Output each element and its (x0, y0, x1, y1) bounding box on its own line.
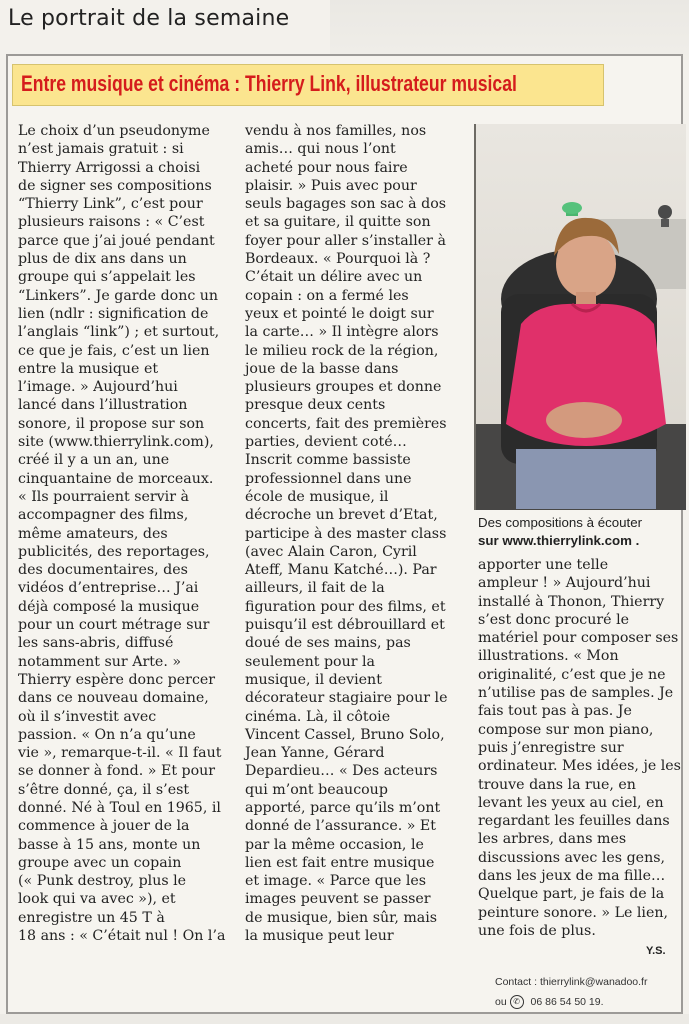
article-line: site (www.thierrylink.com), (18, 434, 214, 451)
article-line: donné. Né à Toul en 1965, il (18, 799, 221, 816)
article-line: Depardieu… « Des acteurs (245, 763, 438, 780)
article-line: compose sur mon piano, (478, 721, 654, 738)
caption-line-2: sur www.thierrylink.com . (478, 533, 640, 548)
article-line: le milieu rock de la région, (245, 342, 439, 359)
article-line: groupe avec un copain (18, 854, 182, 871)
article-line: cinquantaine de morceaux. (18, 470, 214, 487)
article-column-1 (18, 122, 225, 945)
article-line: décroche un brevet d’Etat, (245, 507, 438, 524)
article-line: Bordeaux. « Pourquoi là ? (245, 251, 431, 268)
article-line: seulement pour la (245, 653, 375, 670)
article-line: lien (ndlr : signification de (18, 305, 209, 322)
article-line: professionnel dans une (245, 470, 412, 487)
article-line: Jean Yanne, Gérard (245, 745, 385, 762)
article-line: seuls bagages son sac à dos (245, 196, 447, 213)
article-line: figuration pour des films, et (245, 598, 446, 615)
article-line: regardant les feuilles dans (478, 813, 670, 830)
article-line: passion. « On n’a qu’une (18, 726, 196, 743)
article-line: joue de la basse dans (245, 360, 399, 377)
article-line: de musique, bien sûr, mais (245, 909, 438, 926)
photo-caption (478, 514, 642, 550)
article-line: pour un court métrage sur (18, 617, 210, 634)
article-line: cinéma. Là, il côtoie (245, 708, 391, 725)
article-line: créé il y a un an, une (18, 452, 170, 469)
article-line: ampleur ! » Aujourd’hui (478, 575, 651, 592)
article-line: sonore, il propose sur son (18, 415, 205, 432)
headline-banner (12, 64, 604, 106)
article-line: entre la musique et (18, 360, 159, 377)
article-line: basse à 15 ans, monte un (18, 836, 201, 853)
phone-icon: ✆ (510, 995, 524, 1009)
section-title: Le portrait de la semaine (8, 6, 290, 31)
article-line: la musique peut leur (245, 928, 394, 945)
article-line: ce que je fais, c’est un lien (18, 342, 210, 359)
article-line: Ateff, Manu Katché…). Par (245, 562, 437, 579)
article-line: n’est jamais gratuit : si (18, 141, 184, 158)
article-line: les sans-abris, diffusé (18, 635, 174, 652)
article-line: “Thierry Link”, c’est pour (18, 196, 203, 213)
article-line: une fois de plus. (478, 922, 596, 939)
article-line: donné de l’assurance. » Et (245, 818, 436, 835)
article-line: lien est fait entre musique (245, 854, 435, 871)
adjacent-page-bleed (330, 0, 689, 60)
author-initials: Y.S. (646, 945, 666, 957)
article-line: « Ils pourraient servir à (18, 488, 189, 505)
article-line: installé à Thonon, Thierry (478, 593, 665, 610)
article-line: même amateurs, des (18, 525, 168, 542)
article-line: trouve dans la rue, en (478, 776, 636, 793)
article-line: Le choix d’un pseudonyme (18, 123, 210, 139)
article-line: copain : on a fermé les (245, 287, 409, 304)
article-line: et sa guitare, il quitte son (245, 214, 431, 231)
article-line: puis j’enregistre sur (478, 739, 624, 756)
article-headline: Entre musique et cinéma : Thierry Link, illustrateur musical (21, 71, 517, 96)
article-line: Thierry espère donc percer (18, 671, 216, 688)
article-line: originalité, c’est que je ne (478, 666, 666, 683)
article-line: illustrations. « Mon (478, 648, 619, 665)
article-line: musique, il devient (245, 671, 382, 688)
article-line: fais tout pas à pas. Je (478, 703, 632, 720)
article-line: vie », remarque-t-il. « Il faut (18, 745, 222, 762)
article-line: C’était un délire avec un (245, 269, 423, 286)
article-line: Inscrit comme bassiste (245, 452, 411, 469)
article-line: Vincent Cassel, Bruno Solo, (245, 726, 445, 743)
article-line: plus de dix ans dans un (18, 251, 187, 268)
article-line: l’anglais “link”) ; et surtout, (18, 324, 220, 341)
caption-line-1: Des compositions à écouter (478, 515, 643, 530)
article-line: plusieurs groupes et donne (245, 379, 442, 396)
article-line: peinture sonore. » Le lien, (478, 904, 669, 921)
article-line: yeux et pointé le doigt sur (245, 305, 434, 322)
article-line: (avec Alain Caron, Cyril (245, 543, 417, 560)
article-line: la carte… » Il intègre alors (245, 324, 439, 341)
contact-email-line: Contact : thierrylink@wanadoo.fr (495, 976, 648, 988)
article-line: accompagner des films, (18, 507, 189, 524)
article-line: (« Punk destroy, plus le (18, 873, 187, 890)
article-line: Thierry Arrigossi a choisi (18, 159, 201, 176)
article-line: notamment sur Arte. » (18, 653, 182, 670)
article-line: l’image. » Aujourd’hui (18, 379, 178, 396)
article-line: levant les yeux au ciel, en (478, 794, 664, 811)
article-line: discussions avec les gens, (478, 849, 666, 866)
article-line: et image. « Parce que les (245, 873, 427, 890)
article-line: ailleurs, il fait de la (245, 580, 385, 597)
article-line: dans les jeux de ma fille… (478, 868, 666, 885)
article-line: Quelque part, je fais de la (478, 886, 665, 903)
article-line: “Linkers”. Je garde donc un (18, 287, 219, 304)
article-line: s’est donc procuré le (478, 611, 630, 628)
article-line: lancé dans l’illustration (18, 397, 188, 414)
article-line: 18 ans : « C’était nul ! On l’a (18, 928, 226, 945)
portrait-illustration (476, 124, 686, 510)
article-column-3 (478, 556, 681, 940)
article-line: parties, devient coté… (245, 434, 407, 451)
article-line: où il s’investit avec (18, 708, 157, 725)
article-column-2 (245, 122, 447, 945)
article-line: acheté pour nous faire (245, 159, 408, 176)
article-line: les arbres, dans mes (478, 831, 627, 848)
contact-phone: 06 86 54 50 19. (530, 996, 604, 1008)
article-line: puisqu’il est débrouillard et (245, 617, 445, 634)
article-line: apporter une telle (478, 557, 609, 573)
article-line: foyer pour aller s’installer à (245, 232, 446, 249)
article-line: participe à des master class (245, 525, 447, 542)
article-line: de signer ses compositions (18, 177, 212, 194)
article-line: plaisir. » Puis avec pour (245, 177, 417, 194)
article-line: parce que j’ai joué pendant (18, 232, 215, 249)
page-bottom-edge (0, 1014, 689, 1024)
article-line: ordinateur. Mes idées, je les (478, 758, 681, 775)
article-line: par la même occasion, le (245, 836, 424, 853)
article-line: look qui va avec »), et (18, 891, 176, 908)
article-line: enregistre un 45 T à (18, 909, 165, 926)
article-line: décorateur stagiaire pour le (245, 690, 448, 707)
article-line: matériel pour composer ses (478, 630, 679, 647)
article-line: concerts, fait des premières (245, 415, 447, 432)
article-line: se donner à fond. » Et pour (18, 763, 216, 780)
article-line: vendu à nos familles, nos (245, 123, 427, 139)
article-line: doué de ses mains, pas (245, 635, 411, 652)
article-line: vidéos d’entreprise… J’ai (18, 580, 199, 597)
article-line: commence à jouer de la (18, 818, 190, 835)
article-line: publicités, des reportages, (18, 543, 210, 560)
article-line: n’utilise pas de samples. Je (478, 685, 674, 702)
portrait-photo (474, 124, 686, 510)
contact-phone-line (495, 992, 647, 1012)
article-line: école de musique, il (245, 488, 389, 505)
article-line: apporté, parce qu’ils m’ont (245, 799, 441, 816)
article-line: des documentaires, des (18, 562, 188, 579)
article-line: s’être donné, ça, il s’est (18, 781, 190, 798)
article-line: déjà composé la musique (18, 598, 200, 615)
article-line: presque deux cents (245, 397, 386, 414)
article-line: amis… qui nous l’ont (245, 141, 396, 158)
contact-prefix: ou (495, 996, 507, 1008)
article-line: images peuvent se passer (245, 891, 431, 908)
contact-block (495, 972, 647, 1012)
article-line: dans ce nouveau domaine, (18, 690, 209, 707)
article-line: groupe qui s’appelait les (18, 269, 196, 286)
article-line: qui m’ont beaucoup (245, 781, 388, 798)
article-line: plusieurs raisons : « C’est (18, 214, 205, 231)
